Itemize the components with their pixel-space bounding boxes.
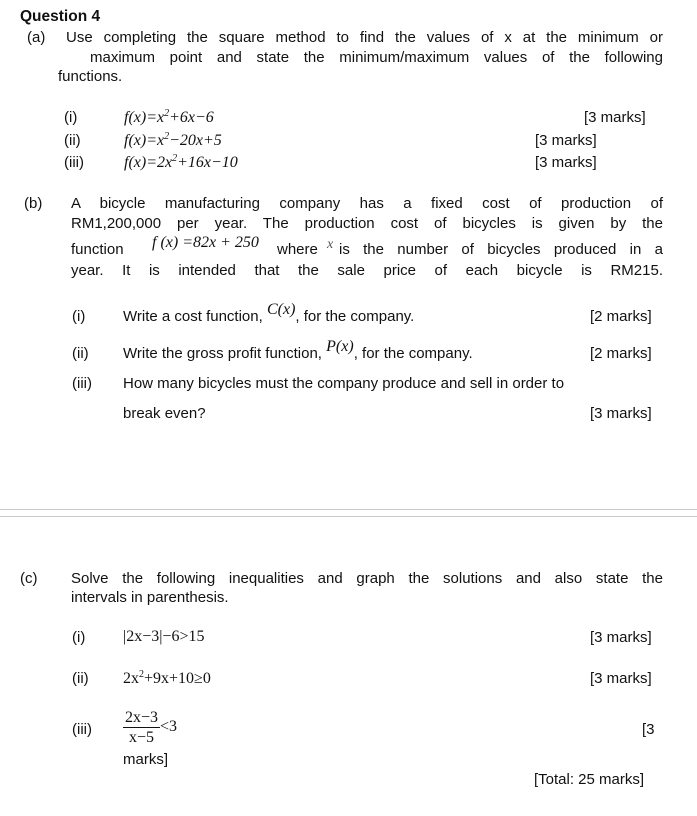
part-b-line-3-tail: is the number of bicycles produced in a: [339, 241, 663, 258]
part-a-line-1: Use completing the square method to find the values of x at the minimum or: [66, 29, 663, 46]
part-c-item-2-marks: [3 marks]: [590, 670, 652, 687]
part-b-line-3-var: x: [327, 237, 334, 252]
part-b-label: (b): [24, 195, 43, 212]
part-c-item-1-num: (i): [72, 629, 86, 646]
part-b-line-1: A bicycle manufacturing company has a fixed cost of production of: [71, 195, 663, 212]
part-a-line-3: functions.: [58, 68, 123, 85]
part-b-line-2: RM1,200,000 per year. The production cost of bicycles is given by the: [71, 215, 663, 232]
production-cost-formula: f (x) =82x + 250: [152, 234, 259, 251]
part-c-line-1: Solve the following inequalities and graph the solutions and also state the: [71, 570, 663, 587]
part-a-item-1-expr: $f(x)=x^2+6x-6$: [124, 108, 214, 126]
part-c-item-3-expr: [123, 708, 177, 747]
part-c-item-3-marks-a: [3: [642, 721, 655, 738]
part-c-line-2: intervals in parenthesis.: [71, 589, 229, 606]
part-a-label: (a): [27, 29, 46, 46]
part-b-line-3-pre: function: [71, 241, 124, 258]
part-b-line-3-where: where: [277, 241, 318, 258]
part-a-item-2-num: (ii): [64, 132, 81, 149]
part-a-item-3-marks: [3 marks]: [535, 154, 597, 171]
part-b-item-2-text: Write the gross profit function, P(x), for the company.: [123, 338, 473, 362]
fraction-relation: <3: [160, 718, 178, 736]
total-marks: [Total: 25 marks]: [534, 771, 645, 788]
part-a-line-2: maximum point and state the minimum/maximum values of the following: [90, 49, 663, 66]
part-c-item-2-num: (ii): [72, 670, 89, 687]
part-b-line-4: year. It is intended that the sale price of each bicycle is RM215.: [71, 262, 663, 279]
part-a-item-2-marks: [3 marks]: [535, 132, 597, 149]
part-c-item-1-marks: [3 marks]: [590, 629, 652, 646]
part-b-item-1-num: (i): [72, 308, 86, 325]
part-b-item-1-marks: [2 marks]: [590, 308, 652, 325]
part-b-item-3-marks: [3 marks]: [590, 405, 652, 422]
part-c-item-2-expr: $2x^2+9x+10\ge 0$: [123, 669, 211, 687]
part-a-item-1-num: (i): [64, 109, 78, 126]
fraction: [123, 708, 160, 747]
page-separator-top: [0, 509, 697, 510]
part-b-item-2-marks: [2 marks]: [590, 345, 652, 362]
part-a-item-3-num: (iii): [64, 154, 84, 171]
part-b-item-1-text: Write a cost function, C(x), for the company.: [123, 301, 415, 325]
part-c-item-3-num: (iii): [72, 721, 92, 738]
page-separator-bottom: [0, 516, 697, 517]
part-b-item-3-num: (iii): [72, 375, 92, 392]
part-b-item-3-line-2: break even?: [123, 405, 206, 422]
fraction-numerator: 2x−3: [125, 709, 159, 726]
fraction-denominator: x−5: [129, 729, 155, 746]
question-title: Question 4: [20, 8, 101, 25]
part-a-item-3-expr: $f(x)=2x^2+16x-10$: [124, 153, 238, 171]
part-b-item-2-num: (ii): [72, 345, 89, 362]
part-c-label: (c): [20, 570, 38, 587]
part-c-item-1-expr: |2x−3|−6>15: [123, 628, 205, 645]
part-a-item-2-expr: $f(x)=x^2-20x+5$: [124, 131, 222, 149]
part-b-item-3-line-1: How many bicycles must the company produce and sell in order to: [123, 375, 565, 392]
part-a-item-1-marks: [3 marks]: [584, 109, 646, 126]
part-c-item-3-marks-b: marks]: [123, 751, 168, 768]
